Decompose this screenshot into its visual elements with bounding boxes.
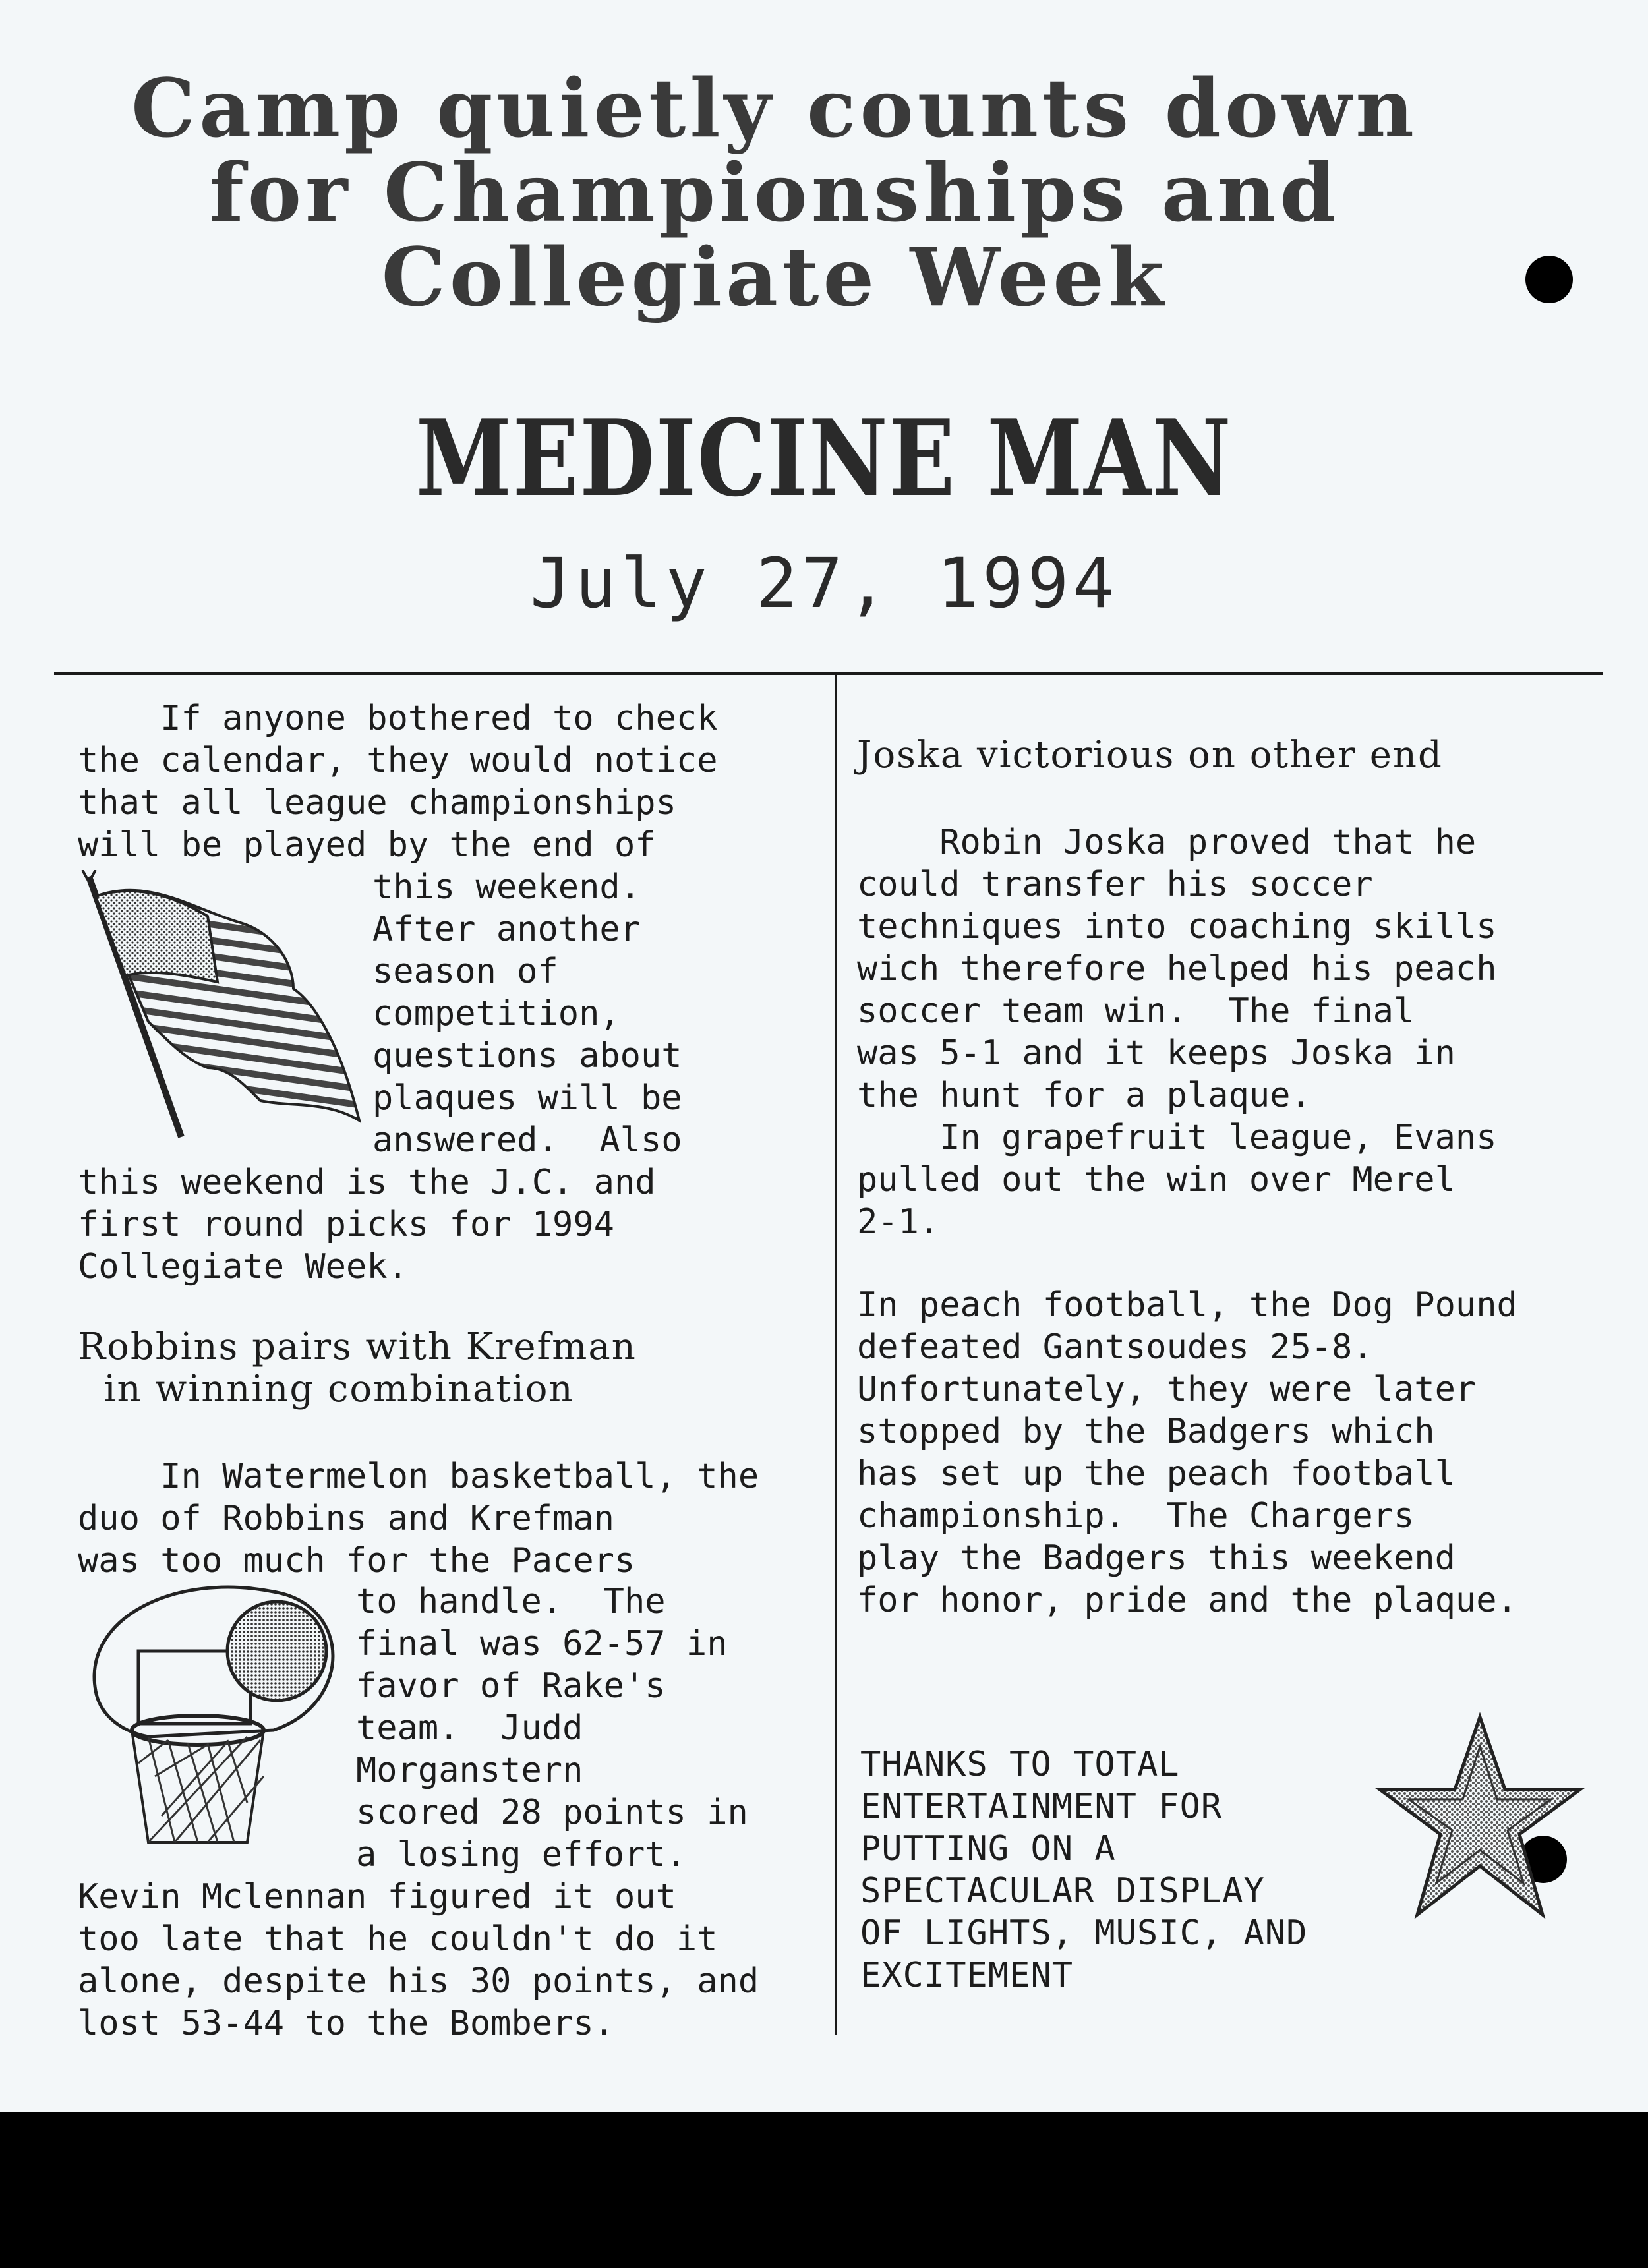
article2-wrapped-text: to handle. The final was 62-57 in favor of Rake's team. Judd Morganstern scored 28 points in a losing effort. — [356, 1582, 748, 1875]
article2-heading: Robbins pairs with Krefman in winning combination — [78, 1325, 637, 1410]
column-divider — [835, 674, 837, 2035]
headline: Camp quietly counts down for Championships and Collegiate Week — [131, 61, 1419, 324]
thanks-notice: THANKS TO TOTAL ENTERTAINMENT FOR PUTTING ON A SPECTACULAR DISPLAY OF LIGHTS, MUSIC, AND EXCITEMENT — [860, 1745, 1308, 1995]
masthead-title: MEDICINE MAN — [415, 396, 1233, 520]
article1-tail: this weekend is the J.C. and first round picks for 1994 Collegiate Week. — [78, 1163, 656, 1287]
american-flag-icon — [76, 870, 366, 1140]
scan-border — [0, 2112, 1648, 2268]
article3-heading: Joska victorious on other end — [857, 734, 1443, 776]
article2-tail: Kevin Mclennan figured it out too late that he couldn't do it alone, despite his 30 points, and lost 53-44 to the Bombers. — [78, 1877, 759, 2043]
article1-wrapped-text: this weekend. After another season of competition, questions about plaques will be answered. Also — [372, 867, 682, 1160]
basketball-hoop-icon — [76, 1579, 353, 1855]
article2-paragraph: In Watermelon basketball, the duo of Robbins and Krefman was too much for the Pacers — [78, 1457, 759, 1581]
issue-date: July 27, 1994 — [530, 543, 1118, 624]
article1-paragraph: If anyone bothered to check the calendar, they would notice that all league championships will be played by the end of — [78, 699, 718, 865]
horizontal-rule — [54, 672, 1603, 675]
star-icon — [1374, 1710, 1585, 1928]
article3-paragraph: Robin Joska proved that he could transfer his soccer techniques into coaching skills wich therefore helped his peach soccer team win. The final was 5-1 and it keeps Joska in the hunt for a plaque. In grapefruit league, Evans pulled out the win over Merel 2-1. — [857, 823, 1497, 1242]
article4-paragraph: In peach football, the Dog Pound defeated Gantsoudes 25-8. Unfortunately, they were later stopped by the Badgers which has set up the peach football championship. The Chargers play the Badgers this weekend for honor, pride and the plaque. — [857, 1285, 1517, 1620]
punch-hole — [1525, 256, 1573, 303]
